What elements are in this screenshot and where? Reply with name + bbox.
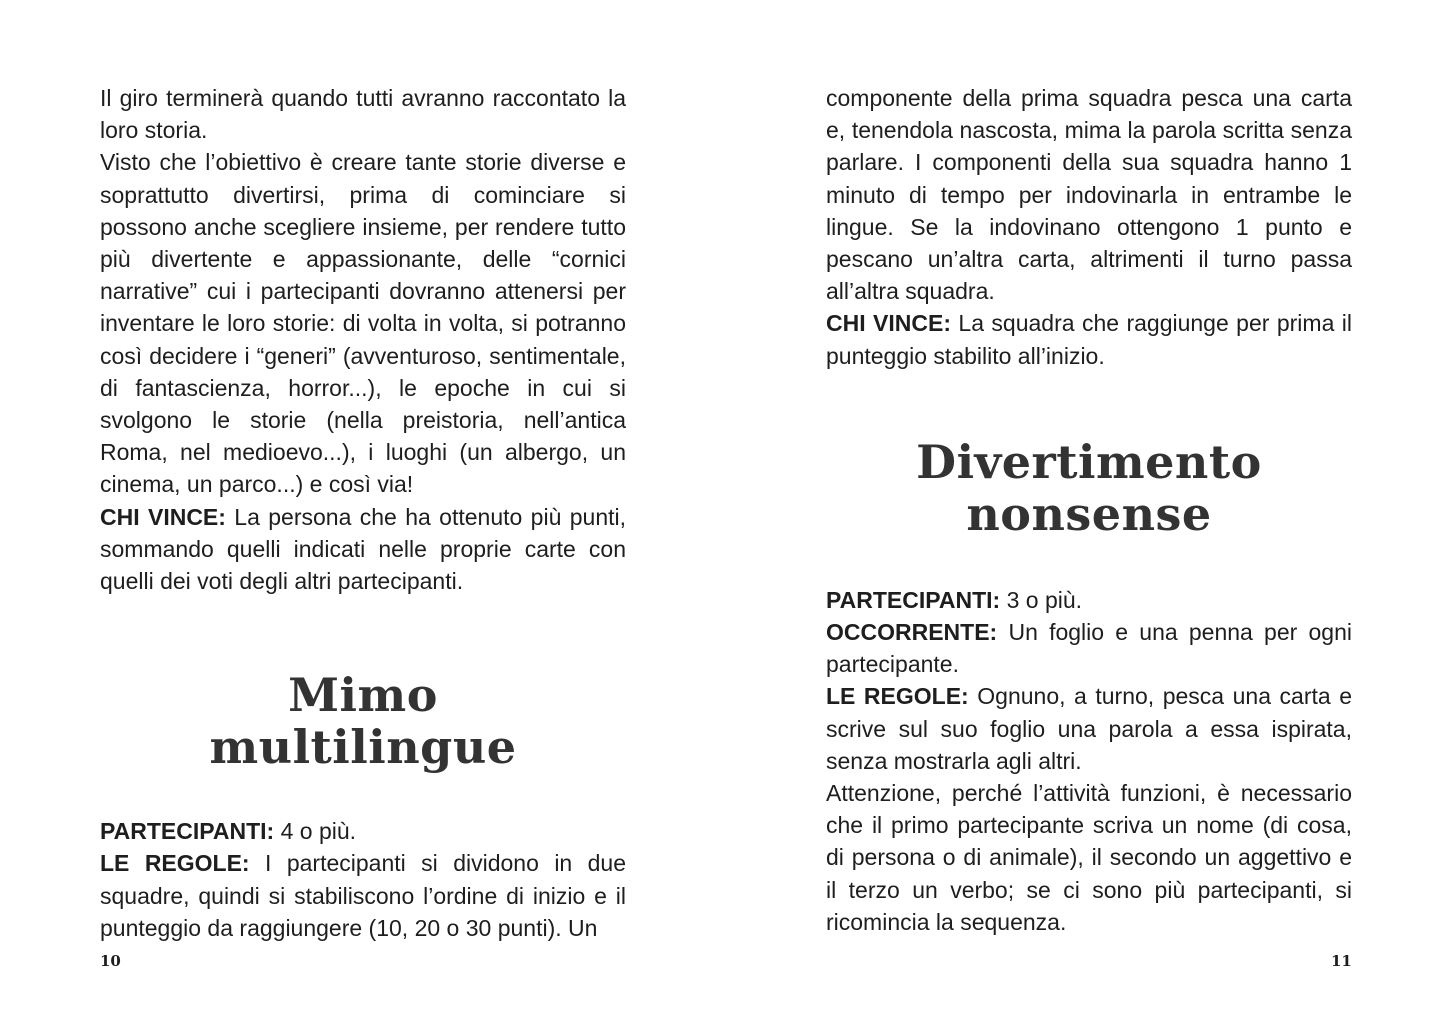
materials-label: OCCORRENTE: — [826, 619, 998, 646]
winner-label: CHI VINCE: — [100, 503, 226, 530]
winner-label: CHI VINCE: — [826, 310, 951, 337]
game-title-line-2: nonsense — [966, 486, 1212, 541]
participants-text: 3 o più. — [1000, 586, 1083, 613]
right-page — [826, 82, 1352, 938]
rules-label: LE REGOLE: — [826, 683, 969, 710]
game-title-nonsense — [826, 436, 1352, 540]
rules-text: I partecipanti si dividono in due squadre, quindi si stabiliscono l’ordine di inizio e il punteggio da raggiungere (10, 20 o 30 punti). Un — [100, 850, 627, 941]
winner-text: La persona che ha ottenuto più punti, sommando quelli indicati nelle proprie carte con quelli dei voti degli altri partecipanti. — [100, 503, 626, 595]
paragraph-story-end: Il giro terminerà quando tutti avranno raccontato la loro storia. — [100, 85, 626, 144]
left-page — [100, 82, 626, 944]
participants-label: PARTECIPANTI: — [826, 586, 1001, 613]
page-number-right: 11 — [1331, 952, 1352, 970]
game-title-line-2: multilingue — [209, 720, 517, 775]
paragraph-attention-note: Attenzione, perché l’attività funzioni, è necessario che il primo partecipante scriva un nome (di cosa, di persona o di animale), il secondo un aggettivo e il terzo un verbo; se ci sono più partecipanti, si ricomincia la sequenza. — [826, 780, 1352, 935]
rules-label: LE REGOLE: — [100, 850, 250, 877]
participants-text: 4 o più. — [274, 818, 357, 845]
participants-paragraph — [100, 815, 626, 847]
materials-text: Un foglio e una penna per ogni partecipante. — [826, 619, 1352, 678]
participants-paragraph — [826, 584, 1352, 616]
game-title-line-1: Mimo — [288, 668, 438, 723]
winner-text: La squadra che raggiunge per prima il punteggio stabilito all’inizio. — [826, 310, 1352, 369]
game-title-mimo — [100, 669, 626, 773]
rules-paragraph — [826, 680, 1352, 777]
rules-paragraph — [100, 847, 626, 944]
winner-paragraph — [826, 307, 1352, 371]
participants-label: PARTECIPANTI: — [100, 818, 275, 845]
game-title-line-1: Divertimento — [916, 434, 1262, 489]
paragraph-narrative-frames: Visto che l’obiettivo è creare tante storie diverse e soprattutto divertirsi, prima di cominciare si possono anche scegliere insieme, per rendere tutto più divertente e appassionante, delle “cornici narrative” cui i partecipanti dovranno attenersi per inventare le loro storie: di volta in volta, si potranno così decidere i “generi” (avventuroso, sentimentale, di fantascienza, horror...), le epoche in cui si svolgono le storie (nella preistoria, nell’antica Roma, nel medioevo...), i luoghi (un albergo, un cinema, un parco...) e così via! — [100, 149, 626, 498]
rules-text: Ognuno, a turno, pesca una carta e scrive sul suo foglio una parola a essa ispirata, senza mostrarla agli altri. — [826, 683, 1353, 774]
materials-paragraph — [826, 616, 1352, 680]
winner-paragraph — [100, 501, 626, 598]
paragraph-continuation: componente della prima squadra pesca una carta e, tenendola nascosta, mima la parola scritta senza parlare. I componenti della sua squadra hanno 1 minuto di tempo per indovinarla in entrambe le lingue. Se la indovinano ottengono 1 punto e pescano un’altra carta, altrimenti il turno passa all’altra squadra. — [826, 85, 1352, 305]
page-number-left: 10 — [100, 952, 121, 970]
